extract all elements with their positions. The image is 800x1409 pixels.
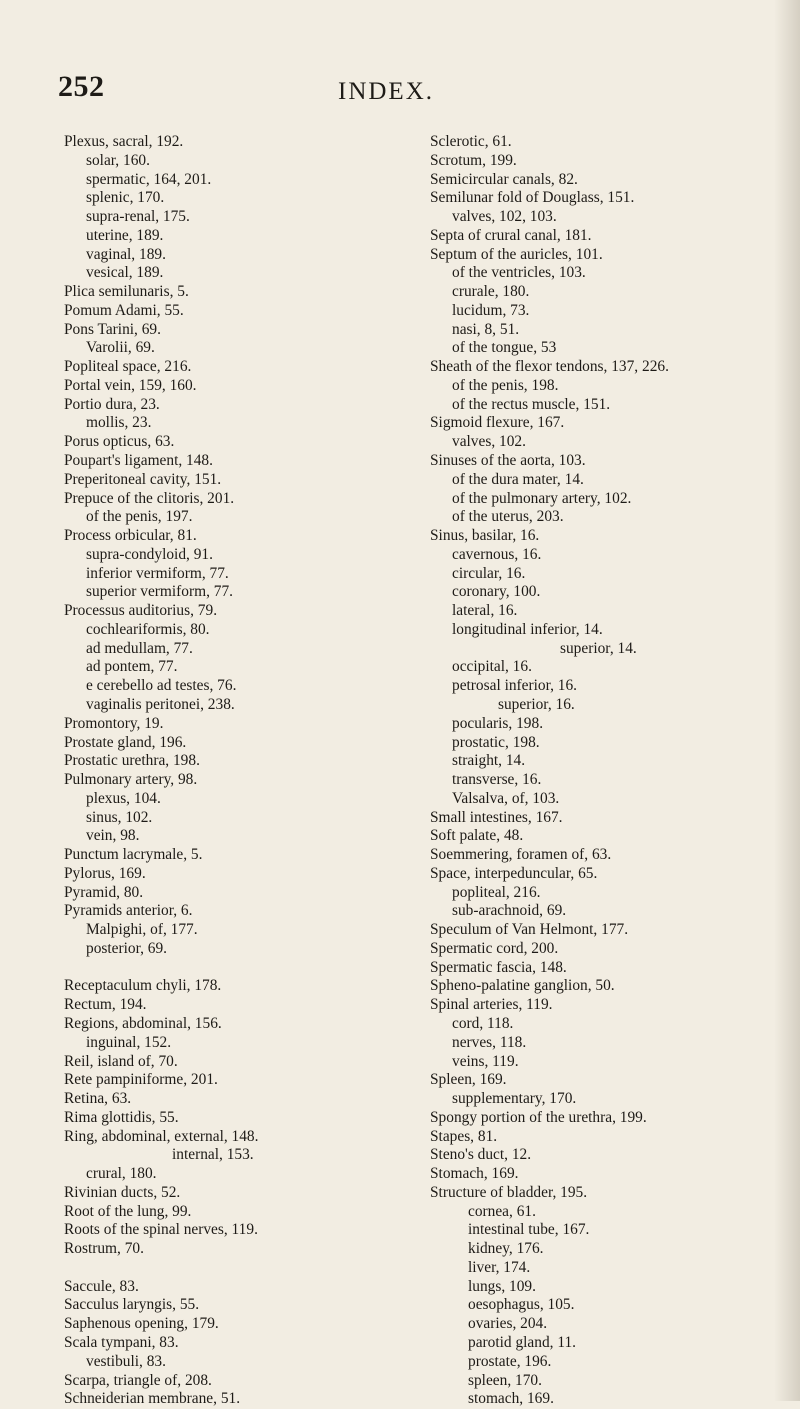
index-subentry: nasi, 8, 51. [452,320,520,338]
index-subentry: ovaries, 204. [468,1315,548,1333]
index-entry: Stapes, 81. [430,1127,498,1145]
index-entry: Poupart's ligament, 148. [64,452,213,470]
index-subentry: e cerebello ad testes, 76. [86,677,237,695]
index-entry: Retina, 63. [64,1090,132,1108]
index-subentry: longitudinal inferior, 14. [452,620,603,638]
index-subentry: parotid gland, 11. [468,1334,576,1351]
index-entry: Pulmonary artery, 98. [64,771,198,789]
page-title: INDEX. [338,78,435,105]
index-subentry: ad pontem, 77. [86,658,178,676]
index-entry: Pons Tarini, 69. [64,320,161,338]
index-subentry: Malpighi, of, 177. [86,921,198,939]
index-subentry: popliteal, 216. [452,883,541,901]
index-subentry: inguinal, 152. [86,1033,172,1051]
index-entry: Space, interpeduncular, 65. [430,864,598,882]
section-gap [64,959,394,978]
index-entry: Sinus, basilar, 16. [430,527,540,545]
index-entry: Steno's duct, 12. [430,1146,532,1164]
index-entry: Rivinian ducts, 52. [64,1183,181,1201]
index-subentry: vaginalis peritonei, 238. [86,695,235,713]
index-entry: Rima glottidis, 55. [64,1108,179,1126]
index-entry: Portal vein, 159, 160. [64,376,197,394]
index-subentry: mollis, 23. [86,414,152,432]
page-number: 252 [58,70,105,103]
index-subentry: lungs, 109. [468,1277,536,1295]
index-entry: Preperitoneal cavity, 151. [64,470,222,488]
index-subentry: plexus, 104. [86,789,161,807]
index-subentry: cord, 118. [452,1014,514,1032]
index-subentry: vein, 98. [86,827,140,845]
index-subentry: of the rectus muscle, 151. [452,395,611,413]
index-subentry: cochleariformis, 80. [86,620,210,638]
index-subentry: Varolii, 69. [86,339,155,357]
index-entry: Schneiderian membrane, 51. [64,1390,241,1408]
index-subentry: superior, 16. [498,695,575,713]
index-entry: Sinuses of the aorta, 103. [430,452,586,470]
index-entry: Prostatic urethra, 198. [64,752,200,770]
index-column-left [64,133,394,1409]
index-subentry: of the penis, 198. [452,376,559,394]
index-entry: Plica semilunaris, 5. [64,283,189,301]
index-subentry: transverse, 16. [452,771,542,789]
index-entry: Pomum Adami, 55. [64,301,184,319]
index-entry: Popliteal space, 216. [64,358,192,376]
index-entry: Scrotum, 199. [430,151,517,169]
index-entry: Scarpa, triangle of, 208. [64,1371,212,1389]
index-subentry: of the ventricles, 103. [452,264,586,282]
index-entry: Rectum, 194. [64,996,147,1014]
index-entry: Soft palate, 48. [430,827,524,845]
index-entry: Plexus, sacral, 192. [64,133,184,150]
index-subentry: ad medullam, 77. [86,639,193,657]
index-subentry: of the dura mater, 14. [452,470,584,488]
index-entry: Speculum of Van Helmont, 177. [430,921,629,939]
index-subentry: vaginal, 189. [86,245,166,263]
index-entry: Sigmoid flexure, 167. [430,414,565,432]
index-entry: Spleen, 169. [430,1071,507,1089]
index-subentry: splenic, 170. [86,189,165,207]
index-subentry: liver, 174. [468,1258,531,1276]
section-gap [64,1259,394,1278]
index-subentry: stomach, 169. [468,1390,554,1408]
index-subentry: vestibuli, 83. [86,1352,166,1370]
index-entry: Punctum lacrymale, 5. [64,846,203,864]
index-entry: Prostate gland, 196. [64,733,187,751]
index-subentry: nerves, 118. [452,1033,527,1051]
index-entry: Pyramids anterior, 6. [64,902,193,920]
index-entry: Receptaculum chyli, 178. [64,977,222,995]
index-subentry: valves, 102. [452,433,526,451]
index-subentry: sub-arachnoid, 69. [452,902,567,920]
index-subentry: of the penis, 197. [86,508,193,526]
index-entry: Porus opticus, 63. [64,433,175,451]
index-entry: Rete pampiniforme, 201. [64,1071,218,1089]
index-subentry: supplementary, 170. [452,1090,577,1108]
index-entry: Soemmering, foramen of, 63. [430,846,612,864]
index-entry: Semilunar fold of Douglass, 151. [430,189,635,207]
index-entry: Pylorus, 169. [64,864,146,882]
index-subentry: lucidum, 73. [452,301,530,319]
index-entry: Processus auditorius, 79. [64,602,218,620]
index-entry: Semicircular canals, 82. [430,170,578,188]
index-subentry: uterine, 189. [86,226,164,244]
index-subentry: Valsalva, of, 103. [452,789,560,807]
index-subentry: lateral, 16. [452,602,518,620]
index-subentry: spermatic, 164, 201. [86,170,212,188]
index-subentry: of the tongue, 53 [452,339,557,357]
index-entry: Regions, abdominal, 156. [64,1014,222,1032]
index-entry: Spheno-palatine ganglion, 50. [430,977,615,995]
index-subentry: kidney, 176. [468,1240,544,1258]
index-entry: Stomach, 169. [430,1165,519,1183]
index-subentry: crurale, 180. [452,283,530,301]
index-subentry: of the pulmonary artery, 102. [452,489,632,507]
index-entry: Septum of the auricles, 101. [430,245,603,263]
index-entry: Prepuce of the clitoris, 201. [64,489,235,507]
index-subentry: pocularis, 198. [452,714,544,732]
index-entry: Spermatic fascia, 148. [430,958,567,976]
index-entry: Roots of the spinal nerves, 119. [64,1221,258,1239]
index-subentry: supra-condyloid, 91. [86,545,213,563]
index-entry: Scala tympani, 83. [64,1334,179,1351]
index-entry: Sclerotic, 61. [430,133,512,150]
index-entry: Rostrum, 70. [64,1240,144,1258]
index-entry: Sacculus laryngis, 55. [64,1296,200,1314]
index-subentry: superior, 14. [560,639,637,657]
index-entry: Spinal arteries, 119. [430,996,553,1014]
index-entry: Promontory, 19. [64,714,164,732]
index-subentry: straight, 14. [452,752,526,770]
index-entry: Spongy portion of the urethra, 199. [430,1108,647,1126]
index-subentry: intestinal tube, 167. [468,1221,590,1239]
index-subentry: supra-renal, 175. [86,208,190,226]
index-entry: Reil, island of, 70. [64,1052,178,1070]
index-entry: Pyramid, 80. [64,883,144,901]
index-subentry: superior vermiform, 77. [86,583,234,601]
index-subentry: oesophagus, 105. [468,1296,575,1314]
index-subentry: inferior vermiform, 77. [86,564,229,582]
index-subentry: of the uterus, 203. [452,508,564,526]
index-subentry: spleen, 170. [468,1371,542,1389]
index-entry: Small intestines, 167. [430,808,563,826]
index-entry: Saphenous opening, 179. [64,1315,219,1333]
index-column-right [430,133,770,1409]
index-entry: Sheath of the flexor tendons, 137, 226. [430,358,669,376]
index-subentry: prostatic, 198. [452,733,540,751]
index-subentry: posterior, 69. [86,939,168,957]
index-subentry: cavernous, 16. [452,545,542,563]
index-entry: Process orbicular, 81. [64,527,197,545]
index-subentry: solar, 160. [86,151,150,169]
index-entry: Portio dura, 23. [64,395,160,413]
index-subentry: veins, 119. [452,1052,519,1070]
index-subentry: crural, 180. [86,1165,157,1183]
index-entry: Ring, abdominal, external, 148. [64,1127,259,1145]
index-subentry: prostate, 196. [468,1352,552,1370]
index-subentry: sinus, 102. [86,808,153,826]
index-subentry: circular, 16. [452,564,526,582]
index-subentry: vesical, 189. [86,264,164,282]
index-subentry: cornea, 61. [468,1202,536,1220]
index-entry: Structure of bladder, 195. [430,1183,588,1201]
index-entry: Spermatic cord, 200. [430,939,559,957]
index-subentry: internal, 153. [172,1146,254,1164]
index-entry: Root of the lung, 99. [64,1202,192,1220]
index-entry: Saccule, 83. [64,1277,139,1295]
index-subentry: petrosal inferior, 16. [452,677,578,695]
index-subentry: valves, 102, 103. [452,208,557,226]
index-subentry: occipital, 16. [452,658,532,676]
index-entry: Septa of crural canal, 181. [430,226,592,244]
page-edge-shadow [774,0,800,1401]
index-subentry: coronary, 100. [452,583,541,601]
